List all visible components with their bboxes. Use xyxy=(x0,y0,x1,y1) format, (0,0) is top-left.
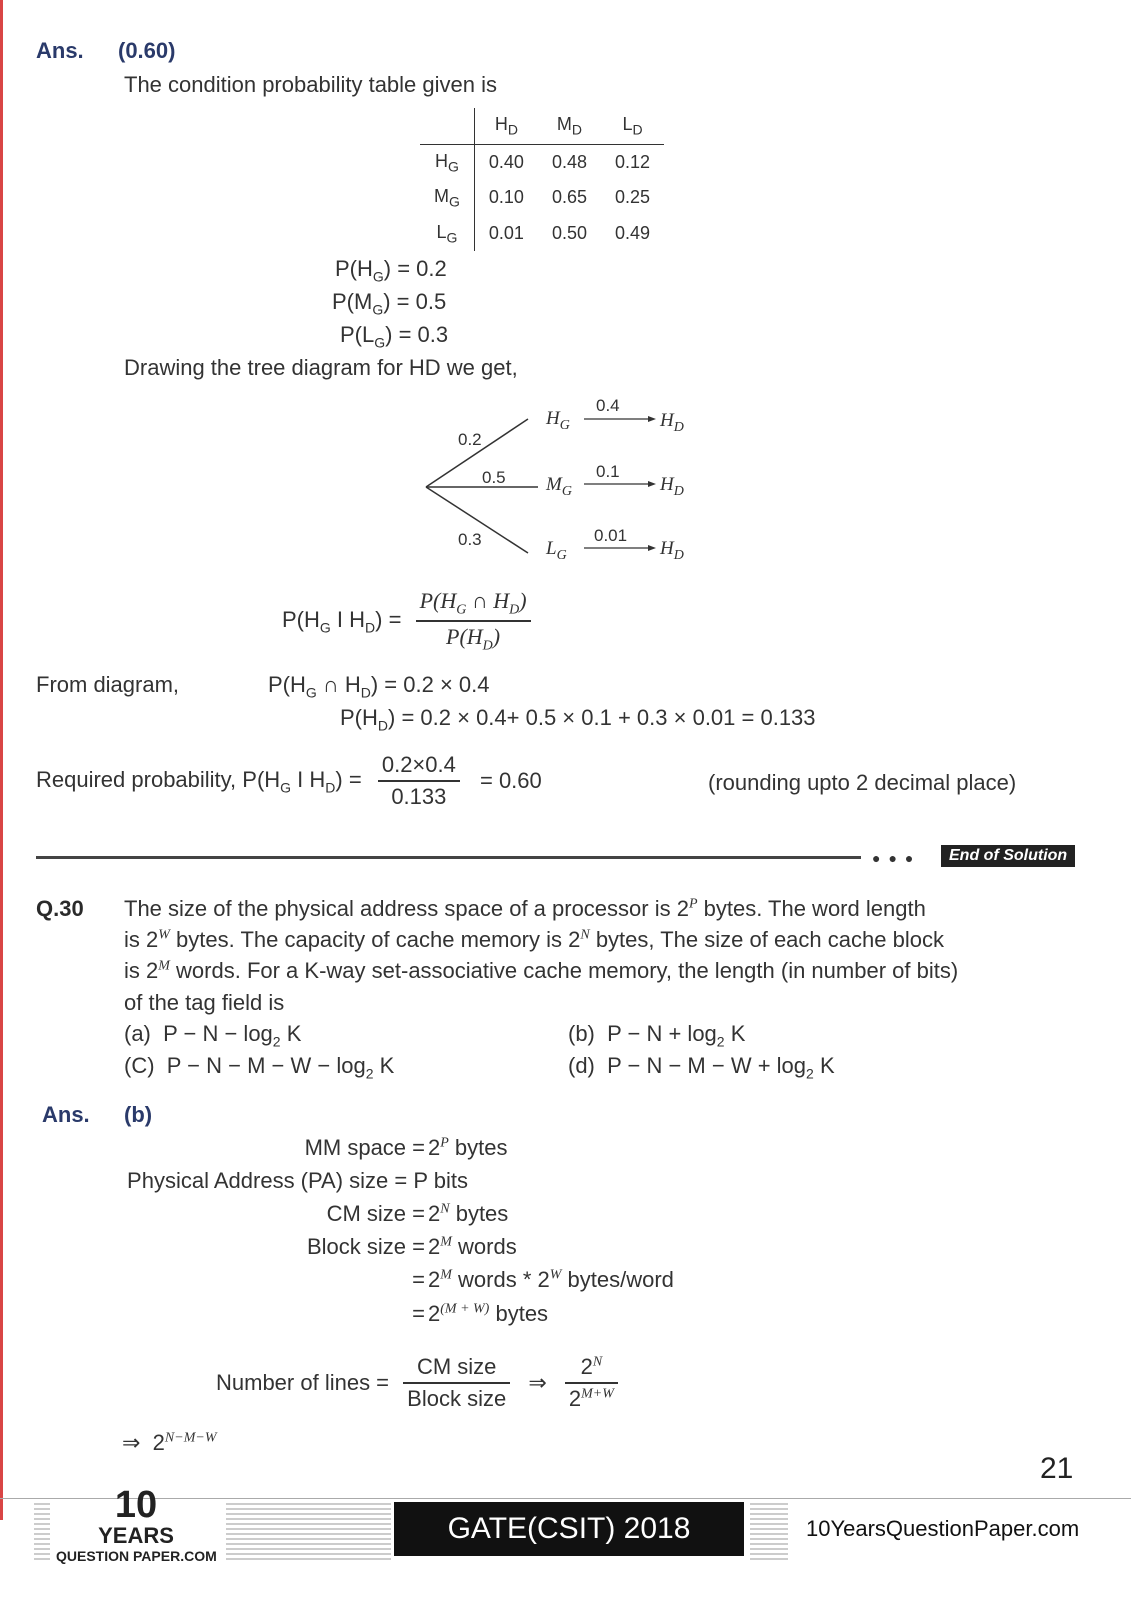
cpt-col-header: $L_D$ xyxy=(622,114,643,138)
branch-prob: 0.5 xyxy=(482,468,506,487)
derivation-lhs: = xyxy=(412,1267,425,1292)
question-text-line: of the tag field is xyxy=(124,990,285,1015)
derivation-rhs: $2^M$ words xyxy=(428,1234,517,1259)
question-text-line: is $2^M$ words. For a K-way set-associative cache memory, the length (in number of bits) xyxy=(124,958,959,983)
required-probability: Required probability, $P(H_G$ I $H_D$) = $\frac{0.2\times 0.4}{0.133}$ = 0.60 xyxy=(36,752,542,809)
rounding-note: (rounding upto 2 decimal place) xyxy=(708,770,1017,795)
separator-dots: ●●● xyxy=(872,850,922,866)
tree-leaf: $H_D$ xyxy=(660,410,684,435)
footer-stripes xyxy=(34,1500,50,1560)
derivation-rhs: $2^P$ bytes xyxy=(428,1135,508,1160)
derivation-rhs: $2^N$ bytes xyxy=(428,1201,509,1226)
answer-label: Ans. xyxy=(42,1102,90,1127)
derivation-lhs: MM space = xyxy=(304,1135,425,1160)
arrow-prob: 0.1 xyxy=(596,462,620,481)
tree-intro: Drawing the tree diagram for HD we get, xyxy=(124,355,518,380)
arrow-prob: 0.4 xyxy=(596,396,620,415)
cpt-col-header: $M_D$ xyxy=(556,114,583,138)
final-result: ⇒ $2^{N-M-W}$ xyxy=(122,1430,217,1455)
answer-value: (0.60) xyxy=(118,38,176,63)
prior-hg: $P(H_G) = 0.2$ xyxy=(335,256,447,285)
joint-prob-line: $P(H_G$ ∩ $H_D) = 0.2 \times 0.4$ xyxy=(268,672,490,701)
derivation-lhs: Block size = xyxy=(307,1234,425,1259)
exam-title-badge: GATE(CSIT) 2018 xyxy=(394,1502,744,1556)
bayes-formula: $P(H_G$ I $H_D$) = $\frac{P(H_G \cap H_D)}{P(H_D)}$ xyxy=(282,588,531,655)
option-b: (b) $P - N + \log_2 K$ xyxy=(568,1021,746,1050)
prior-mg: $P(M_G) = 0.5$ xyxy=(332,289,447,318)
branch-prob: 0.2 xyxy=(458,430,482,449)
answer-label: Ans. xyxy=(36,38,84,63)
cpt-table xyxy=(420,108,664,251)
page-margin-line xyxy=(0,0,3,1520)
tree-arrowhead xyxy=(648,416,656,422)
site-url: 10YearsQuestionPaper.com xyxy=(806,1516,1080,1541)
cpt-row: $M_G$ 0.10 0.65 0.25 xyxy=(420,180,664,216)
arrow-prob: 0.01 xyxy=(594,526,628,545)
derivation-rhs: $2^M$ words * $2^W$ bytes/word xyxy=(428,1267,674,1292)
derivation-lhs: CM size = xyxy=(326,1201,425,1226)
tree-node: $L_G$ xyxy=(546,538,567,563)
page-number: 21 xyxy=(1040,1452,1074,1485)
tree-leaf: $H_D$ xyxy=(660,474,684,499)
derivation-line: Physical Address (PA) size = P bits xyxy=(127,1168,468,1193)
cpt-row: $H_G$ 0.40 0.48 0.12 xyxy=(420,144,664,180)
tree-node: $H_G$ xyxy=(546,408,570,433)
option-d: (d) $P - N - M - W + \log_2 K$ xyxy=(568,1053,835,1082)
question-number: Q.30 xyxy=(36,896,84,921)
footer-stripes xyxy=(750,1500,788,1560)
from-diagram-label: From diagram, xyxy=(36,672,180,697)
footer-stripes xyxy=(226,1500,391,1560)
question-text-line: The size of the physical address space of a processor is $2^P$ bytes. The word length xyxy=(124,896,926,921)
tree-arrowhead xyxy=(648,545,656,551)
option-a: (a) $P - N - \log_2 K$ xyxy=(124,1021,302,1050)
separator-line xyxy=(36,856,861,859)
logo: 10 YEARS QUESTION PAPER.COM xyxy=(56,1484,217,1564)
option-c: (C) $P - N - M - W - \log_2 K$ xyxy=(124,1053,395,1082)
total-prob-line: $P(H_D) = 0.2 \times 0.4+ 0.5 \times 0.1 + 0.3 \times 0.01 = 0.133$ xyxy=(340,705,816,734)
answer-value: (b) xyxy=(124,1102,153,1127)
cpt-row: $L_G$ 0.01 0.50 0.49 xyxy=(420,216,664,252)
branch-prob: 0.3 xyxy=(458,530,482,549)
number-of-lines-eq: Number of lines = $\frac{\text{CM size}}{\text{Block size}}$ ⇒ $\frac{2^N}{2^{M+W}}$ xyxy=(216,1354,618,1412)
end-of-solution-badge: End of Solution xyxy=(941,845,1075,867)
intro-text: The condition probability table given is xyxy=(124,72,498,97)
tree-arrowhead xyxy=(648,481,656,487)
derivation-rhs: $2^{(M + W)}$ bytes xyxy=(428,1301,549,1326)
tree-leaf: $H_D$ xyxy=(660,538,684,563)
tree-node: $M_G$ xyxy=(546,474,572,499)
question-text-line: is $2^W$ bytes. The capacity of cache memory is $2^N$ bytes, The size of each cache block xyxy=(124,927,944,952)
cpt-col-header: $H_D$ xyxy=(494,114,518,138)
prior-lg: $P(L_G) = 0.3$ xyxy=(340,322,449,351)
derivation-lhs: = xyxy=(412,1301,425,1326)
